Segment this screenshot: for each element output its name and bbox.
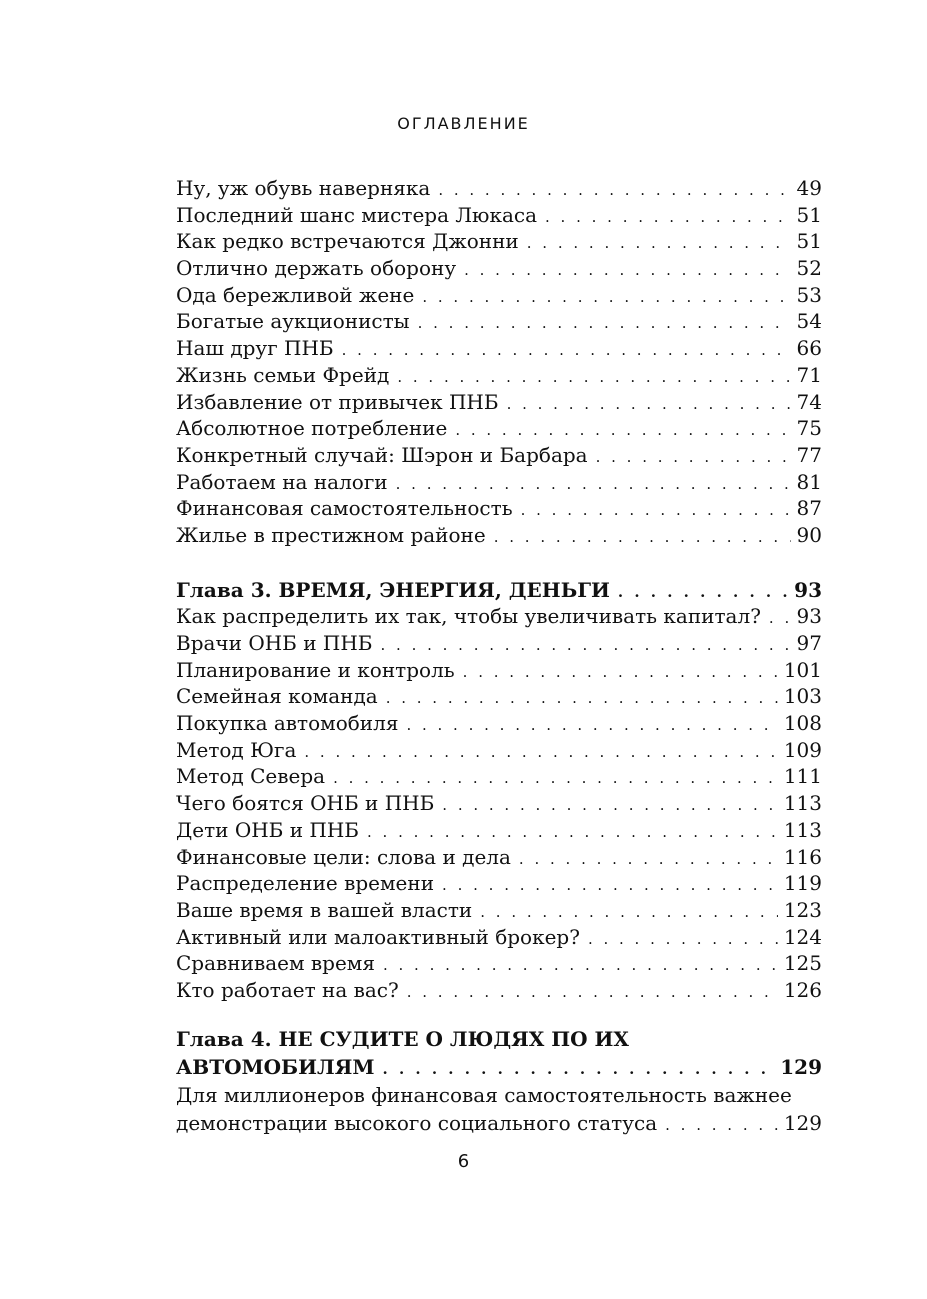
entry-page: 74 (796, 389, 822, 414)
entry-title: Чего боятся ОНБ и ПНБ (176, 791, 435, 816)
toc-chapter-4-line1: Глава 4. НЕ СУДИТЕ О ЛЮДЯХ ПО ИХ (176, 1026, 629, 1051)
entry-title: Покупка автомобиля (176, 711, 399, 736)
dot-leader (406, 712, 777, 739)
entry-page: 113 (783, 817, 822, 842)
entry-page: 116 (783, 844, 822, 869)
entry-page: 52 (796, 256, 822, 281)
entry-page: 49 (796, 176, 822, 200)
dot-leader (396, 471, 791, 498)
entry-page: 129 (783, 1111, 822, 1136)
toc-entry (176, 415, 822, 442)
entry-page: 51 (796, 202, 822, 227)
toc-entry (176, 977, 822, 1004)
dot-leader (521, 497, 791, 524)
toc-entry (176, 335, 822, 362)
toc-entry (176, 897, 822, 924)
toc-entry (176, 603, 822, 630)
section-gap (176, 549, 822, 577)
toc-entry-line2 (176, 1110, 822, 1137)
toc-entry (176, 924, 822, 951)
dot-leader (618, 579, 788, 606)
dot-leader (438, 177, 790, 204)
dot-leader (383, 952, 778, 979)
entry-title: Конкретный случай: Шэрон и Барбара (176, 442, 588, 467)
toc-entry (176, 657, 822, 684)
entry-title: Избавление от привычек ПНБ (176, 389, 499, 414)
entry-title: Жилье в престижном районе (176, 522, 486, 547)
dot-leader (397, 364, 790, 391)
entry-title: Абсолютное потребление (176, 416, 448, 441)
entry-page: 97 (796, 631, 822, 655)
toc-entry (176, 790, 822, 817)
chapter-title: Глава 3. ВРЕМЯ, ЭНЕРГИЯ, ДЕНЬГИ (176, 577, 610, 602)
entry-title: Последний шанс мистера Люкаса (176, 202, 538, 227)
entry-title: Как распределить их так, чтобы увеличивать капитал? (176, 604, 761, 629)
dot-leader (407, 979, 778, 1006)
entry-title: Семейная команда (176, 684, 378, 709)
toc-entry (176, 308, 822, 335)
toc-entry (176, 683, 822, 710)
toc-entry (176, 228, 822, 255)
dot-leader (588, 926, 778, 953)
chapter-title: АВТОМОБИЛЯМ (176, 1054, 375, 1079)
toc-section-a (176, 175, 822, 549)
toc-chapter-3 (176, 577, 822, 604)
entry-title: Дети ОНБ и ПНБ (176, 817, 360, 842)
toc-section-b (176, 603, 822, 1003)
dot-leader (545, 204, 791, 231)
toc-entry (176, 710, 822, 737)
toc-entry (176, 844, 822, 871)
toc-entry (176, 763, 822, 790)
toc-entry (176, 442, 822, 469)
entry-title: Распределение времени (176, 871, 435, 896)
chapter-page: 93 (794, 577, 822, 602)
entry-page: 126 (783, 977, 822, 1002)
toc-entry (176, 175, 822, 202)
dot-leader (367, 819, 778, 846)
toc-entry (176, 255, 822, 282)
entry-title: Ну, уж обувь наверняка (176, 176, 431, 200)
section-gap (176, 1004, 822, 1024)
entry-title: Отлично держать оборону (176, 256, 457, 281)
running-header: ОГЛАВЛЕНИЕ (397, 114, 530, 133)
entry-page: 93 (796, 604, 822, 629)
dot-leader (442, 872, 778, 899)
entry-title: демонстрации высокого социального статуса (176, 1111, 658, 1136)
dot-leader (333, 765, 778, 792)
entry-title: Наш друг ПНБ (176, 336, 334, 361)
entry-page: 123 (783, 897, 822, 922)
dot-leader (304, 739, 777, 766)
toc-entry (176, 362, 822, 389)
dot-leader (442, 792, 778, 819)
entry-title: Врачи ОНБ и ПНБ (176, 631, 373, 655)
entry-page: 66 (796, 336, 822, 361)
entry-title: Как редко встречаются Джонни (176, 229, 519, 254)
entry-page: 108 (783, 711, 822, 736)
dot-leader (494, 524, 791, 551)
dot-leader (342, 337, 791, 364)
dot-leader (418, 310, 791, 337)
dot-leader (455, 417, 790, 444)
toc-entry (176, 870, 822, 897)
entry-page: 71 (796, 362, 822, 387)
entry-page: 103 (783, 684, 822, 709)
dot-leader (665, 1112, 778, 1139)
entry-page: 109 (783, 737, 822, 762)
dot-leader (507, 391, 791, 418)
dot-leader (464, 257, 790, 284)
entry-title: Планирование и контроль (176, 657, 455, 682)
table-of-contents (176, 175, 822, 1137)
entry-title: Финансовая самостоятельность (176, 496, 513, 521)
toc-entry-line1: Для миллионеров финансовая самостоятельность важнее (176, 1083, 792, 1108)
dot-leader (596, 444, 791, 471)
toc-entry (176, 817, 822, 844)
entry-page: 111 (783, 764, 822, 789)
toc-entry (176, 282, 822, 309)
entry-page: 101 (783, 657, 822, 682)
entry-page: 90 (796, 522, 822, 547)
entry-page: 53 (796, 282, 822, 307)
entry-page: 87 (796, 496, 822, 521)
dot-leader (480, 899, 778, 926)
toc-entry (176, 202, 822, 229)
toc-entry (176, 950, 822, 977)
dot-leader (527, 230, 791, 257)
entry-page: 119 (783, 871, 822, 896)
entry-page: 113 (783, 791, 822, 816)
dot-leader (381, 632, 791, 659)
dot-leader (519, 846, 778, 873)
entry-title: Ваше время в вашей власти (176, 897, 473, 922)
toc-entry (176, 495, 822, 522)
entry-page: 54 (796, 309, 822, 334)
entry-page: 125 (783, 951, 822, 976)
toc-entry (176, 522, 822, 549)
entry-page: 81 (796, 469, 822, 494)
toc-entry (176, 737, 822, 764)
entry-page: 77 (796, 442, 822, 467)
entry-title: Сравниваем время (176, 951, 375, 976)
dot-leader (386, 685, 778, 712)
entry-title: Финансовые цели: слова и дела (176, 844, 511, 869)
entry-title: Метод Севера (176, 764, 326, 789)
dot-leader (383, 1056, 775, 1083)
entry-title: Ода бережливой жене (176, 282, 415, 307)
entry-title: Метод Юга (176, 737, 297, 762)
toc-entry (176, 389, 822, 416)
dot-leader (422, 284, 790, 311)
entry-page: 51 (796, 229, 822, 254)
entry-title: Богатые аукционисты (176, 309, 410, 334)
toc-entry (176, 630, 822, 657)
toc-entry (176, 469, 822, 496)
entry-page: 124 (783, 924, 822, 949)
page-number: 6 (457, 1151, 470, 1172)
toc-chapter-4-line2 (176, 1054, 822, 1081)
entry-page: 75 (796, 416, 822, 441)
chapter-page: 129 (780, 1054, 822, 1079)
dot-leader (769, 605, 791, 632)
entry-title: Кто работает на вас? (176, 977, 399, 1002)
entry-title: Активный или малоактивный брокер? (176, 924, 580, 949)
dot-leader (463, 659, 778, 686)
entry-title: Работаем на налоги (176, 469, 388, 494)
entry-title: Жизнь семьи Фрейд (176, 362, 390, 387)
